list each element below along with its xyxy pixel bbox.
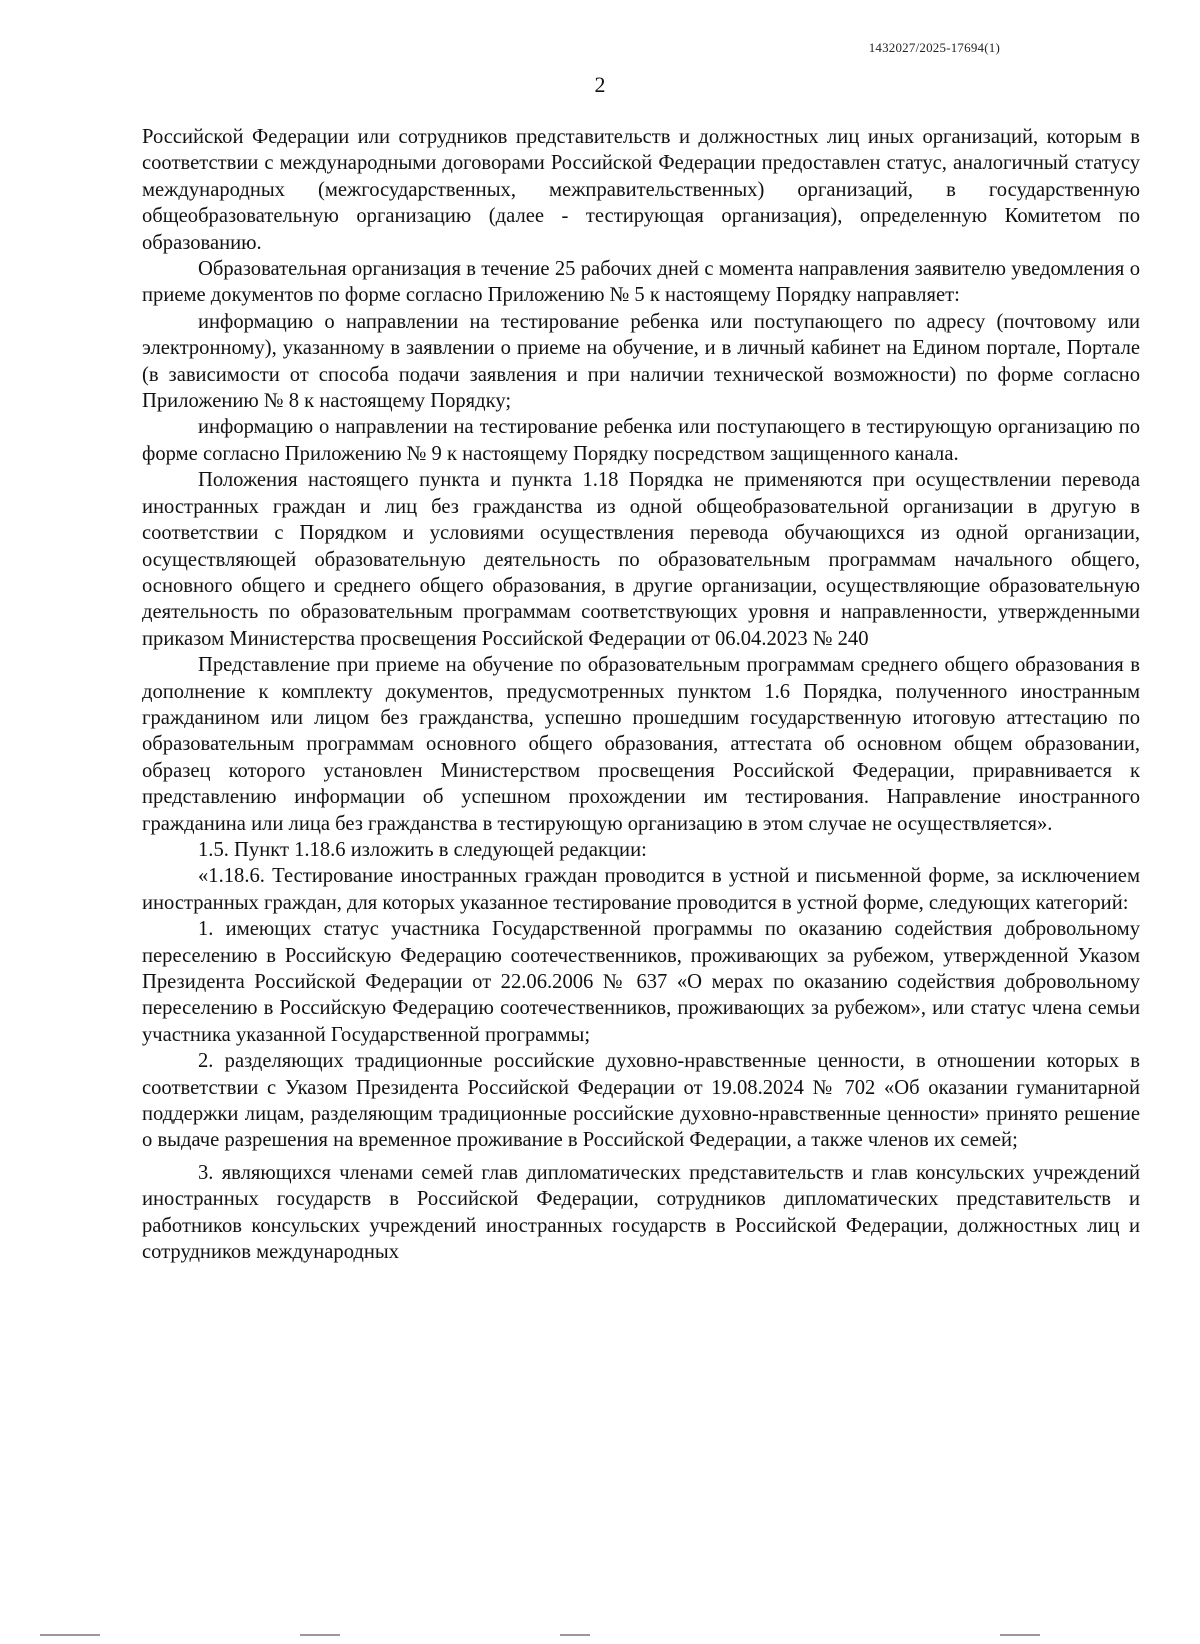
paragraph: «1.18.6. Тестирование иностранных граждан проводится в устной и письменной форме, за исключением иностранных граждан, для которых указанное тестирование проводится в устной форме, следующих категорий: <box>142 865 1140 914</box>
paragraph: 1. имеющих статус участника Государственной программы по оказанию содействия добровольному переселению в Российскую Федерацию соотечественников, проживающих за рубежом, утвержденной Указом Президента Российской Федерации от 22.06.2006 № 637 «О мерах по оказанию содействия добровольному переселению в Российскую Федерацию соотечественников, проживающих за рубежом», или статус члена семьи участника указанной Государственной программы; <box>142 918 1140 1046</box>
scan-edge-marks <box>0 1626 1200 1636</box>
scan-mark <box>1000 1634 1040 1636</box>
document-body <box>142 124 1140 1265</box>
page-number: 2 <box>594 72 606 97</box>
scan-mark <box>300 1634 340 1636</box>
paragraph: информацию о направлении на тестирование ребенка или поступающего по адресу (почтовому или электронному), указанному в заявлении о приеме на обучение, и в личный кабинет на Едином портале, Портале (в зависимости от способа подачи заявления и при наличии технической возможности) по форме согласно Приложению № 8 к настоящему Порядку; <box>142 310 1140 413</box>
scan-mark <box>40 1634 100 1636</box>
paragraph: 2. разделяющих традиционные российские духовно-нравственные ценности, в отношении которых в соответствии с Указом Президента Российской Федерации от 19.08.2024 № 702 «Об оказании гуманитарной поддержки лицам, разделяющим традиционные российские духовно-нравственные ценности» принято решение о выдаче разрешения на временное проживание в Российской Федерации, а также членов их семей; <box>142 1050 1140 1152</box>
paragraph: Российской Федерации или сотрудников представительств и должностных лиц иных организаций, которым в соответствии с международными договорами Российской Федерации предоставлен статус, аналогичный статусу международных (межгосударственных, межправительственных) организаций, в государственную общеобразовательную организацию (далее - тестирующая организация), определенную Комитетом по образованию. <box>142 126 1140 254</box>
scan-mark <box>560 1634 590 1636</box>
paragraph: информацию о направлении на тестирование ребенка или поступающего в тестирующую организацию по форме согласно Приложению № 9 к настоящему Порядку посредством защищенного канала. <box>142 416 1140 465</box>
paragraph: Представление при приеме на обучение по образовательным программам среднего общего образования в дополнение к комплекту документов, предусмотренных пунктом 1.6 Порядка, полученного иностранным гражданином или лицом без гражданства, успешно прошедшим государственную итоговую аттестацию по образовательным программам основного общего образования, аттестата об основном общем образовании, образец которого установлен Министерством просвещения Российской Федерации, приравнивается к представлению информации об успешном прохождении им тестирования. Направление иностранного гражданина или лица без гражданства в тестирующую организацию в этом случае не осуществляется». <box>142 654 1140 835</box>
paragraph: 1.5. Пункт 1.18.6 изложить в следующей редакции: <box>198 838 647 861</box>
document-registration-number: 1432027/2025-17694(1) <box>868 40 1000 55</box>
paragraph: 3. являющихся членами семей глав дипломатических представительств и глав консульских учреждений иностранных государств в Российской Федерации, сотрудников дипломатических представительств и работников консульских учреждений иностранных государств в Российской Федерации, должностных лиц и сотрудников международных <box>142 1161 1140 1264</box>
paragraph: Положения настоящего пункта и пункта 1.18 Порядка не применяются при осуществлении перевода иностранных граждан и лиц без гражданства из одной общеобразовательной организации в другую в соответствии с Порядком и условиями осуществления перевода обучающихся из одной организации, осуществляющей образовательную деятельность по образовательным программам начального общего, основного общего и среднего общего образования, в другие организации, осуществляющие образовательную деятельность по образовательным программам соответствующих уровня и направленности, утвержденными приказом Министерства просвещения Российской Федерации от 06.04.2023 № 240 <box>142 469 1140 650</box>
paragraph: Образовательная организация в течение 25 рабочих дней с момента направления заявителю уведомления о приеме документов по форме согласно Приложению № 5 к настоящему Порядку направляет: <box>142 258 1140 307</box>
